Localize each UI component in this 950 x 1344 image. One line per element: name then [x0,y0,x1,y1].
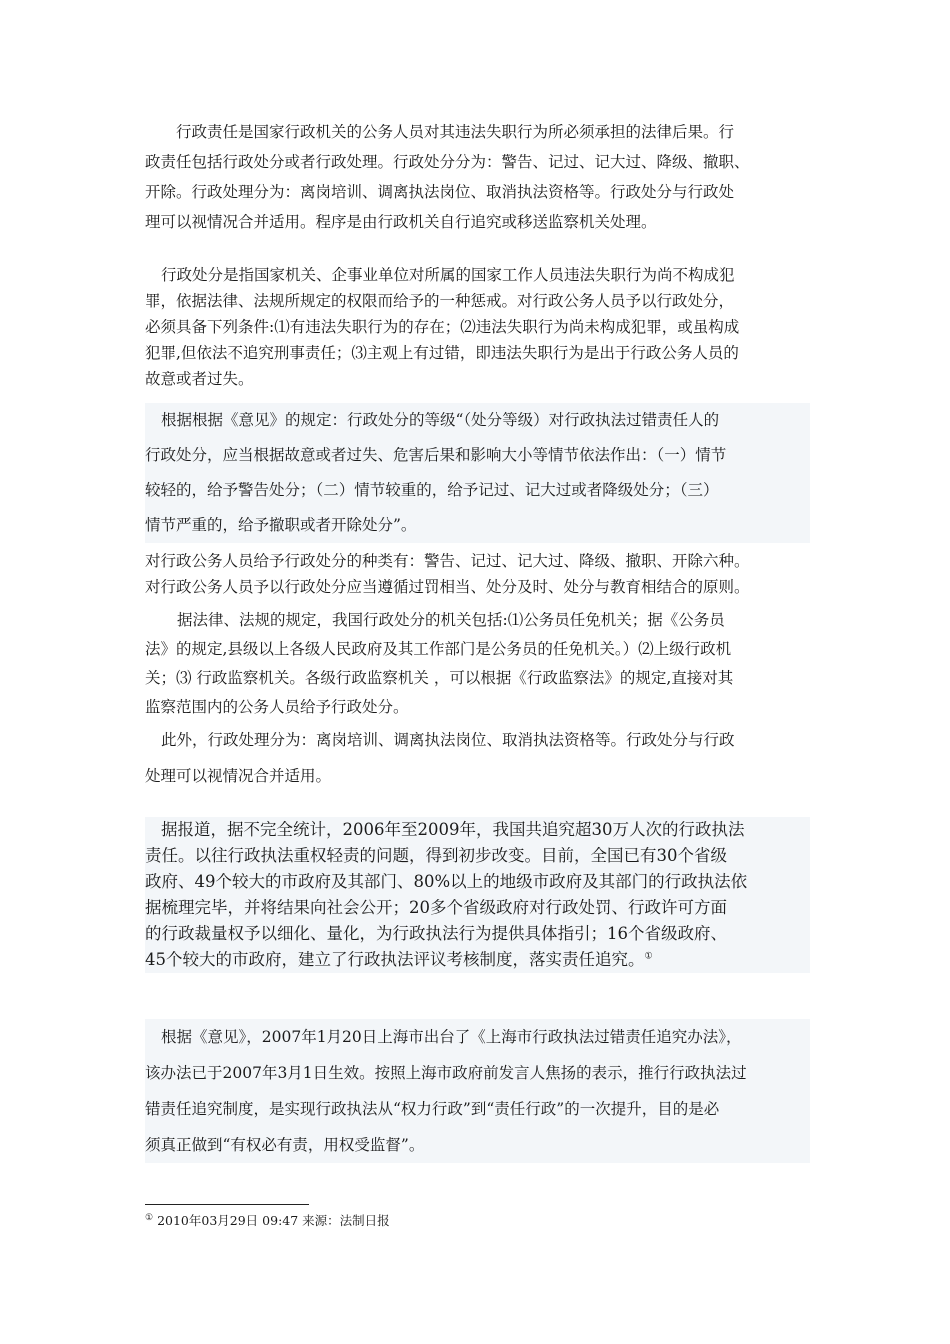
paragraph-sanction-authorities [145,606,810,722]
footnote-reference[interactable]: ① [644,951,653,962]
text-fragment: 45个较大的市政府，建立了行政执法评议考核制度，落实责任追究。 [145,950,645,969]
text-line: 该办法已于2007年3月1日生效。按照上海市政府前发言人焦扬的表示，推行行政执法过 [145,1064,747,1082]
paragraph-shanghai-measures [145,1019,810,1163]
footnote-mark: ① [145,1212,154,1223]
text-line [145,947,810,973]
text-line: 据梳理完毕，并将结果向社会公开；20多个省级政府对行政处罚、行政许可方面 [145,898,727,917]
text-line: 政责任包括行政处分或者行政处理。行政处分分为：警告、记过、记大过、降级、撤职、 [145,153,750,171]
text-line: 根据《意见》，2007年1月20日上海市出台了《上海市行政执法过错责任追究办法》， [161,1028,742,1046]
footnote-text: 2010年03月29日 09:47 来源：法制日报 [157,1213,390,1228]
text-line: 须真正做到“有权必有责，用权受监督”。 [145,1136,425,1154]
footnote [145,1211,390,1229]
text-line: 此外，行政处理分为：离岗培训、调离执法岗位、取消执法资格等。行政处分与行政 [161,731,735,749]
paragraph-sanction-levels [145,403,810,543]
text-line: 据报道，据不完全统计，2006年至2009年，我国共追究超30万人次的行政执法 [161,820,745,839]
text-line: 必须具备下列条件:⑴有违法失职行为的存在；⑵违法失职行为尚未构成犯罪，或虽构成 [145,318,740,336]
text-line: 对行政公务人员给予行政处分的种类有：警告、记过、记大过、降级、撤职、开除六种。 [145,552,750,570]
text-line: 政府、49个较大的市政府及其部门、80%以上的地级市政府及其部门的行政执法依 [145,872,748,891]
paragraph-administrative-handling [145,722,810,794]
paragraph-sanction-types [145,548,810,600]
text-line: 监察范围内的公务人员给予行政处分。 [145,698,409,716]
footnote-separator [145,1204,309,1205]
text-line: 行政处分是指国家机关、企事业单位对所属的国家工作人员违法失职行为尚不构成犯 [161,266,735,284]
text-line: 错责任追究制度，是实现行政执法从“权力行政”到“责任行政”的一次提升，目的是必 [145,1100,720,1118]
text-line: 处理可以视情况合并适用。 [145,767,332,785]
text-line: 犯罪,但依法不追究刑事责任；⑶主观上有过错，即违法失职行为是出于行政公务人员的 [145,344,739,362]
text-line: 的行政裁量权予以细化、量化，为行政执法行为提供具体指引；16个省级政府、 [145,924,727,943]
text-line: 责任。以往行政执法重权轻责的问题，得到初步改变。目前，全国已有30个省级 [145,846,727,865]
text-line: 较轻的，给予警告处分；（二）情节较重的，给予记过、记大过或者降级处分；（三） [145,481,719,499]
text-line: 据法律、法规的规定，我国行政处分的机关包括:⑴公务员任免机关；据《公务员 [177,611,725,629]
text-line: 行政处分，应当根据故意或者过失、危害后果和影响大小等情节依法作出：（一）情节 [145,446,727,464]
paragraph-administrative-responsibility [145,117,810,237]
text-line: 根据根据《意见》的规定：行政处分的等级“（处分等级）对行政执法过错责任人的 [161,411,720,429]
text-line: 对行政公务人员予以行政处分应当遵循过罚相当、处分及时、处分与教育相结合的原则。 [145,578,750,596]
text-line: 情节严重的，给予撤职或者开除处分”。 [145,516,417,534]
text-line: 关；⑶ 行政监察机关。各级行政监察机关 ，可以根据《行政监察法》的规定,直接对其 [145,669,734,687]
text-line: 罪，依据法律、法规所规定的权限而给予的一种惩戒。对行政公务人员予以行政处分， [145,292,735,310]
paragraph-administrative-sanction [145,262,810,392]
text-line: 故意或者过失。 [145,370,254,388]
text-line: 开除。行政处理分为：离岗培训、调离执法岗位、取消执法资格等。行政处分与行政处 [145,183,735,201]
paragraph-statistics-report [145,817,810,973]
text-line: 理可以视情况合并适用。程序是由行政机关自行追究或移送监察机关处理。 [145,213,657,231]
text-line: 行政责任是国家行政机关的公务人员对其违法失职行为所必须承担的法律后果。行 [176,123,735,141]
text-line: 法》的规定,县级以上各级人民政府及其工作部门是公务员的任免机关。）⑵上级行政机 [145,640,732,658]
